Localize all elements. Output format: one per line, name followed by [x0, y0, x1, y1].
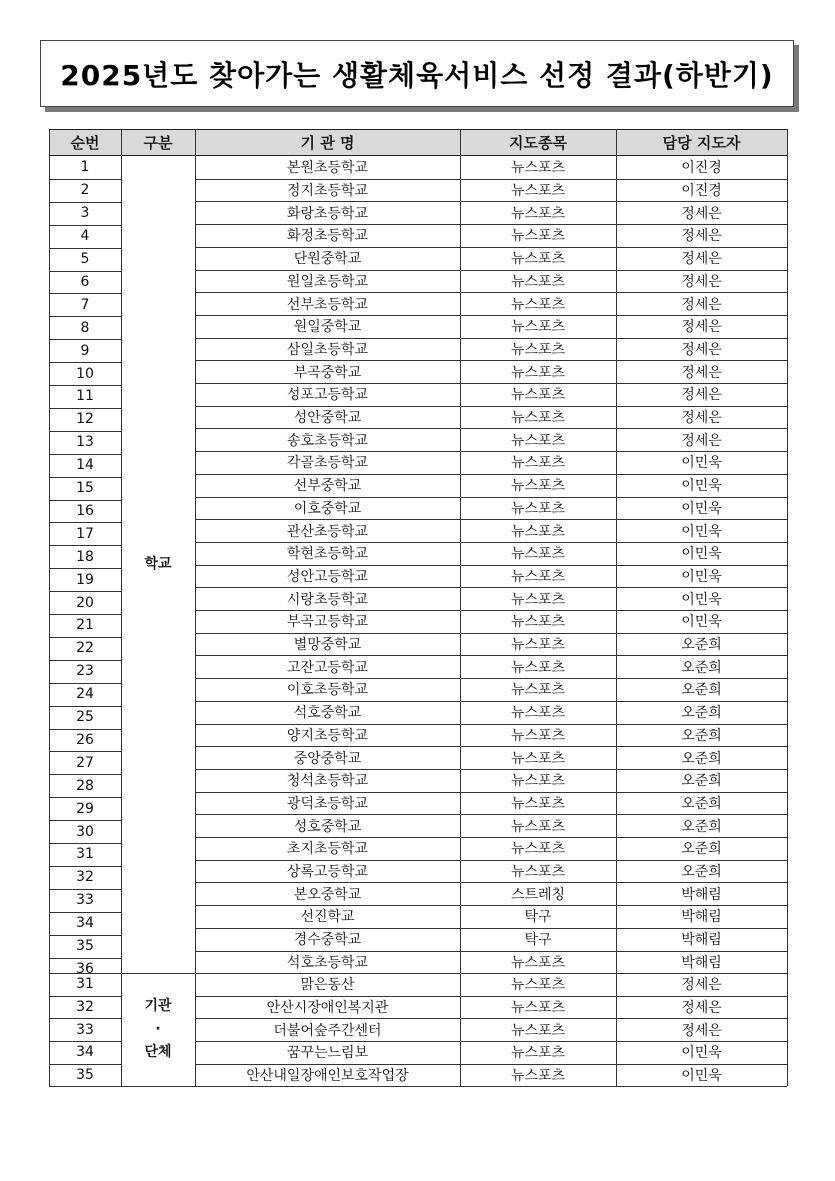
sport-name: 뉴스포츠 — [510, 432, 566, 449]
row-divider — [49, 522, 121, 523]
row-divider — [195, 474, 787, 475]
row-number: 12 — [76, 411, 94, 428]
institution-name: 본원초등학교 — [286, 160, 369, 177]
row-divider — [49, 660, 121, 661]
row-divider — [195, 360, 787, 361]
row-divider — [195, 701, 787, 702]
coach-name: 이민욱 — [681, 500, 722, 517]
sport-name: 뉴스포츠 — [510, 183, 566, 200]
coach-name: 오준희 — [681, 795, 722, 812]
coach-name: 정세은 — [681, 1022, 722, 1039]
institution-name: 광덕초등학교 — [286, 795, 369, 812]
row-number: 25 — [76, 709, 94, 726]
row-divider — [49, 958, 121, 959]
sport-name: 뉴스포츠 — [510, 659, 566, 676]
row-divider — [49, 202, 121, 203]
sport-name: 뉴스포츠 — [510, 319, 566, 336]
institution-name: 더불어숲주간센터 — [273, 1022, 382, 1039]
title-box — [40, 40, 794, 107]
row-divider — [49, 637, 121, 638]
row-divider — [195, 451, 787, 452]
row-number: 15 — [76, 480, 94, 497]
institution-name: 화랑초등학교 — [286, 205, 369, 222]
row-divider — [49, 293, 121, 294]
institution-name: 성포고등학교 — [286, 387, 369, 404]
row-divider — [195, 860, 787, 861]
row-number: 29 — [76, 800, 94, 817]
coach-name: 이민욱 — [681, 455, 722, 472]
row-divider — [49, 1086, 787, 1087]
header-category: 구분 — [121, 129, 195, 156]
row-divider — [49, 797, 121, 798]
coach-name: 이민욱 — [681, 591, 722, 608]
row-divider — [195, 882, 787, 883]
row-number: 33 — [76, 892, 94, 909]
row-divider — [195, 655, 787, 656]
institution-name: 단원중학교 — [293, 251, 362, 268]
row-divider — [49, 385, 121, 386]
sport-name: 뉴스포츠 — [510, 864, 566, 881]
coach-name: 오준희 — [681, 841, 722, 858]
sport-name: 뉴스포츠 — [510, 523, 566, 540]
row-number: 14 — [76, 457, 94, 474]
institution-name: 학현초등학교 — [286, 546, 369, 563]
row-divider — [195, 951, 787, 952]
row-divider — [195, 497, 787, 498]
coach-name: 정세은 — [681, 410, 722, 427]
row-number: 18 — [76, 548, 94, 565]
row-number: 13 — [76, 434, 94, 451]
coach-name: 이민욱 — [681, 1067, 722, 1084]
institution-name: 원일초등학교 — [286, 273, 369, 290]
header-number: 순번 — [49, 129, 121, 156]
page-title: 2025년도 찾아가는 생활체육서비스 선정 결과(하반기) — [60, 58, 774, 92]
sport-name: 뉴스포츠 — [510, 296, 566, 313]
row-divider — [195, 315, 787, 316]
coach-name: 오준희 — [681, 682, 722, 699]
row-number: 34 — [76, 1044, 94, 1061]
row-number: 33 — [76, 1021, 94, 1038]
row-divider — [49, 1041, 121, 1042]
coach-name: 오준희 — [681, 750, 722, 767]
header-institution: 기 관 명 — [195, 129, 460, 156]
institution-name: 부곡고등학교 — [286, 614, 369, 631]
institution-name: 꿈꾸는느림보 — [286, 1045, 369, 1062]
category-organization-line: 단체 — [144, 1044, 172, 1061]
coach-name: 이민욱 — [681, 546, 722, 563]
row-divider — [195, 406, 787, 407]
row-divider — [195, 179, 787, 180]
row-number: 36 — [76, 960, 94, 977]
row-divider — [49, 316, 121, 317]
sport-name: 뉴스포츠 — [510, 614, 566, 631]
row-number: 11 — [76, 388, 94, 405]
coach-name: 오준희 — [681, 727, 722, 744]
sport-name: 뉴스포츠 — [510, 1045, 566, 1062]
institution-name: 별망중학교 — [293, 637, 362, 654]
institution-name: 부곡중학교 — [293, 364, 362, 381]
sport-name: 뉴스포츠 — [510, 841, 566, 858]
row-divider — [195, 224, 787, 225]
row-divider — [49, 751, 121, 752]
institution-name: 맑은동산 — [300, 977, 355, 994]
row-number: 17 — [76, 525, 94, 542]
coach-name: 정세은 — [681, 296, 722, 313]
row-number: 28 — [76, 777, 94, 794]
coach-name: 박해림 — [681, 954, 722, 971]
row-number: 21 — [76, 617, 94, 634]
row-number: 24 — [76, 686, 94, 703]
row-number: 26 — [76, 731, 94, 748]
institution-name: 안산내일장애인보호작업장 — [246, 1067, 409, 1084]
row-divider — [195, 247, 787, 248]
coach-name: 오준희 — [681, 864, 722, 881]
coach-name: 이민욱 — [681, 614, 722, 631]
column-divider — [195, 129, 196, 1086]
coach-name: 박해림 — [681, 932, 722, 949]
institution-name: 고잔고등학교 — [286, 659, 369, 676]
row-number: 30 — [76, 823, 94, 840]
header-sport: 지도종목 — [460, 129, 616, 156]
row-number: 31 — [76, 976, 94, 993]
sport-name: 뉴스포츠 — [510, 1022, 566, 1039]
institution-name: 경수중학교 — [293, 932, 362, 949]
coach-name: 오준희 — [681, 659, 722, 676]
sport-name: 뉴스포츠 — [510, 1000, 566, 1017]
row-divider — [195, 587, 787, 588]
row-number: 23 — [76, 663, 94, 680]
row-divider — [49, 889, 121, 890]
row-divider — [195, 565, 787, 566]
sport-name: 뉴스포츠 — [510, 251, 566, 268]
row-divider — [49, 500, 121, 501]
institution-name: 이호초등학교 — [286, 682, 369, 699]
sport-name: 뉴스포츠 — [510, 568, 566, 585]
row-number: 20 — [76, 594, 94, 611]
row-number: 32 — [76, 869, 94, 886]
row-divider — [49, 545, 121, 546]
category-organization-line: · — [155, 1021, 161, 1038]
row-divider — [49, 454, 121, 455]
header-coach: 담당 지도자 — [616, 129, 787, 156]
institution-name: 성안고등학교 — [286, 568, 369, 585]
row-divider — [49, 1064, 121, 1065]
row-divider — [49, 843, 121, 844]
row-number: 19 — [76, 571, 94, 588]
row-number: 7 — [80, 296, 90, 313]
coach-name: 오준희 — [681, 773, 722, 790]
sport-name: 뉴스포츠 — [510, 818, 566, 835]
institution-name: 양지초등학교 — [286, 727, 369, 744]
coach-name: 이진경 — [681, 183, 722, 200]
row-divider — [195, 905, 787, 906]
sport-name: 뉴스포츠 — [510, 705, 566, 722]
sport-name: 탁구 — [524, 932, 552, 949]
sport-name: 뉴스포츠 — [510, 682, 566, 699]
row-divider — [49, 774, 121, 775]
row-divider — [49, 1018, 121, 1019]
row-number: 2 — [80, 182, 90, 199]
row-divider — [195, 519, 787, 520]
row-number: 35 — [76, 1066, 94, 1083]
coach-name: 정세은 — [681, 977, 722, 994]
institution-name: 석호중학교 — [293, 705, 362, 722]
sport-name: 뉴스포츠 — [510, 1067, 566, 1084]
row-divider — [49, 339, 121, 340]
row-divider — [49, 729, 121, 730]
sport-name: 뉴스포츠 — [510, 455, 566, 472]
row-divider — [49, 477, 121, 478]
row-divider — [195, 383, 787, 384]
coach-name: 정세은 — [681, 364, 722, 381]
column-divider — [49, 129, 50, 1086]
row-divider — [49, 248, 121, 249]
sport-name: 뉴스포츠 — [510, 954, 566, 971]
row-divider — [195, 678, 787, 679]
sport-name: 뉴스포츠 — [510, 478, 566, 495]
sport-name: 뉴스포츠 — [510, 228, 566, 245]
row-divider — [195, 610, 787, 611]
row-divider — [195, 837, 787, 838]
row-divider — [49, 996, 121, 997]
coach-name: 오준희 — [681, 705, 722, 722]
category-school: 학교 — [144, 556, 172, 573]
coach-name: 정세은 — [681, 319, 722, 336]
row-divider — [49, 935, 121, 936]
coach-name: 정세은 — [681, 205, 722, 222]
row-divider — [195, 724, 787, 725]
row-divider — [49, 179, 121, 180]
sport-name: 뉴스포츠 — [510, 205, 566, 222]
row-number: 5 — [80, 251, 90, 268]
row-divider — [49, 362, 121, 363]
row-divider — [195, 928, 787, 929]
sport-name: 뉴스포츠 — [510, 977, 566, 994]
row-divider — [49, 271, 121, 272]
row-number: 16 — [76, 502, 94, 519]
coach-name: 정세은 — [681, 387, 722, 404]
row-divider — [49, 431, 121, 432]
sport-name: 뉴스포츠 — [510, 341, 566, 358]
row-divider — [49, 591, 121, 592]
institution-name: 원일중학교 — [293, 319, 362, 336]
sport-name: 뉴스포츠 — [510, 160, 566, 177]
coach-name: 이민욱 — [681, 478, 722, 495]
institution-name: 관산초등학교 — [286, 523, 369, 540]
row-divider — [49, 866, 121, 867]
sport-name: 뉴스포츠 — [510, 637, 566, 654]
row-divider — [195, 270, 787, 271]
row-divider — [49, 614, 121, 615]
coach-name: 이진경 — [681, 160, 722, 177]
row-divider — [195, 1018, 787, 1019]
institution-name: 정지초등학교 — [286, 183, 369, 200]
row-number: 1 — [80, 159, 90, 176]
institution-name: 청석초등학교 — [286, 773, 369, 790]
coach-name: 박해림 — [681, 886, 722, 903]
row-divider — [195, 292, 787, 293]
coach-name: 이민욱 — [681, 568, 722, 585]
category-organization — [121, 973, 195, 1086]
row-divider — [49, 820, 121, 821]
row-divider — [195, 633, 787, 634]
institution-name: 초지초등학교 — [286, 841, 369, 858]
category-organization-line: 기관 — [144, 998, 172, 1015]
sport-name: 뉴스포츠 — [510, 410, 566, 427]
coach-name: 정세은 — [681, 228, 722, 245]
coach-name: 정세은 — [681, 273, 722, 290]
coach-name: 박해림 — [681, 909, 722, 926]
column-divider — [787, 129, 788, 1086]
coach-name: 정세은 — [681, 432, 722, 449]
institution-name: 각골초등학교 — [286, 455, 369, 472]
coach-name: 오준희 — [681, 637, 722, 654]
coach-name: 이민욱 — [681, 1045, 722, 1062]
sport-name: 뉴스포츠 — [510, 795, 566, 812]
institution-name: 화정초등학교 — [286, 228, 369, 245]
row-number: 22 — [76, 640, 94, 657]
institution-name: 성호중학교 — [293, 818, 362, 835]
row-divider — [195, 542, 787, 543]
sport-name: 스트레칭 — [510, 886, 566, 903]
row-divider — [49, 912, 121, 913]
institution-name: 본오중학교 — [293, 886, 362, 903]
row-divider — [195, 769, 787, 770]
row-number: 9 — [80, 342, 90, 359]
row-number: 3 — [80, 205, 90, 222]
institution-name: 안산시장애인복지관 — [266, 1000, 389, 1017]
row-divider — [195, 996, 787, 997]
row-number: 32 — [76, 999, 94, 1016]
column-divider — [460, 129, 461, 1086]
row-number: 34 — [76, 915, 94, 932]
row-divider — [195, 792, 787, 793]
sport-name: 뉴스포츠 — [510, 546, 566, 563]
sport-name: 뉴스포츠 — [510, 387, 566, 404]
row-number: 35 — [76, 938, 94, 955]
institution-name: 선부초등학교 — [286, 296, 369, 313]
coach-name: 오준희 — [681, 818, 722, 835]
row-divider — [195, 814, 787, 815]
coach-name: 정세은 — [681, 341, 722, 358]
sport-name: 뉴스포츠 — [510, 773, 566, 790]
row-number: 4 — [80, 228, 90, 245]
institution-name: 선진학교 — [300, 909, 355, 926]
sport-name: 탁구 — [524, 909, 552, 926]
row-number: 31 — [76, 846, 94, 863]
institution-name: 상록고등학교 — [286, 864, 369, 881]
sport-name: 뉴스포츠 — [510, 750, 566, 767]
row-number: 6 — [80, 273, 90, 290]
institution-name: 석호초등학교 — [286, 954, 369, 971]
sport-name: 뉴스포츠 — [510, 591, 566, 608]
row-divider — [49, 706, 121, 707]
row-number: 27 — [76, 754, 94, 771]
row-divider — [49, 683, 121, 684]
sport-name: 뉴스포츠 — [510, 727, 566, 744]
row-divider — [195, 746, 787, 747]
institution-name: 삼일초등학교 — [286, 341, 369, 358]
row-divider — [195, 1041, 787, 1042]
row-divider — [195, 201, 787, 202]
sport-name: 뉴스포츠 — [510, 364, 566, 381]
row-number: 8 — [80, 319, 90, 336]
column-divider — [616, 129, 617, 1086]
row-divider — [49, 568, 121, 569]
coach-name: 정세은 — [681, 251, 722, 268]
coach-name: 정세은 — [681, 1000, 722, 1017]
institution-name: 중앙중학교 — [293, 750, 362, 767]
institution-name: 시랑초등학교 — [286, 591, 369, 608]
coach-name: 이민욱 — [681, 523, 722, 540]
row-number: 10 — [76, 365, 94, 382]
institution-name: 이호중학교 — [293, 500, 362, 517]
row-divider — [49, 225, 121, 226]
row-divider — [195, 1064, 787, 1065]
row-divider — [195, 428, 787, 429]
row-divider — [49, 408, 121, 409]
sport-name: 뉴스포츠 — [510, 273, 566, 290]
institution-name: 선부중학교 — [293, 478, 362, 495]
institution-name: 송호초등학교 — [286, 432, 369, 449]
column-divider — [121, 129, 122, 1086]
row-divider — [195, 338, 787, 339]
institution-name: 성안중학교 — [293, 410, 362, 427]
sport-name: 뉴스포츠 — [510, 500, 566, 517]
